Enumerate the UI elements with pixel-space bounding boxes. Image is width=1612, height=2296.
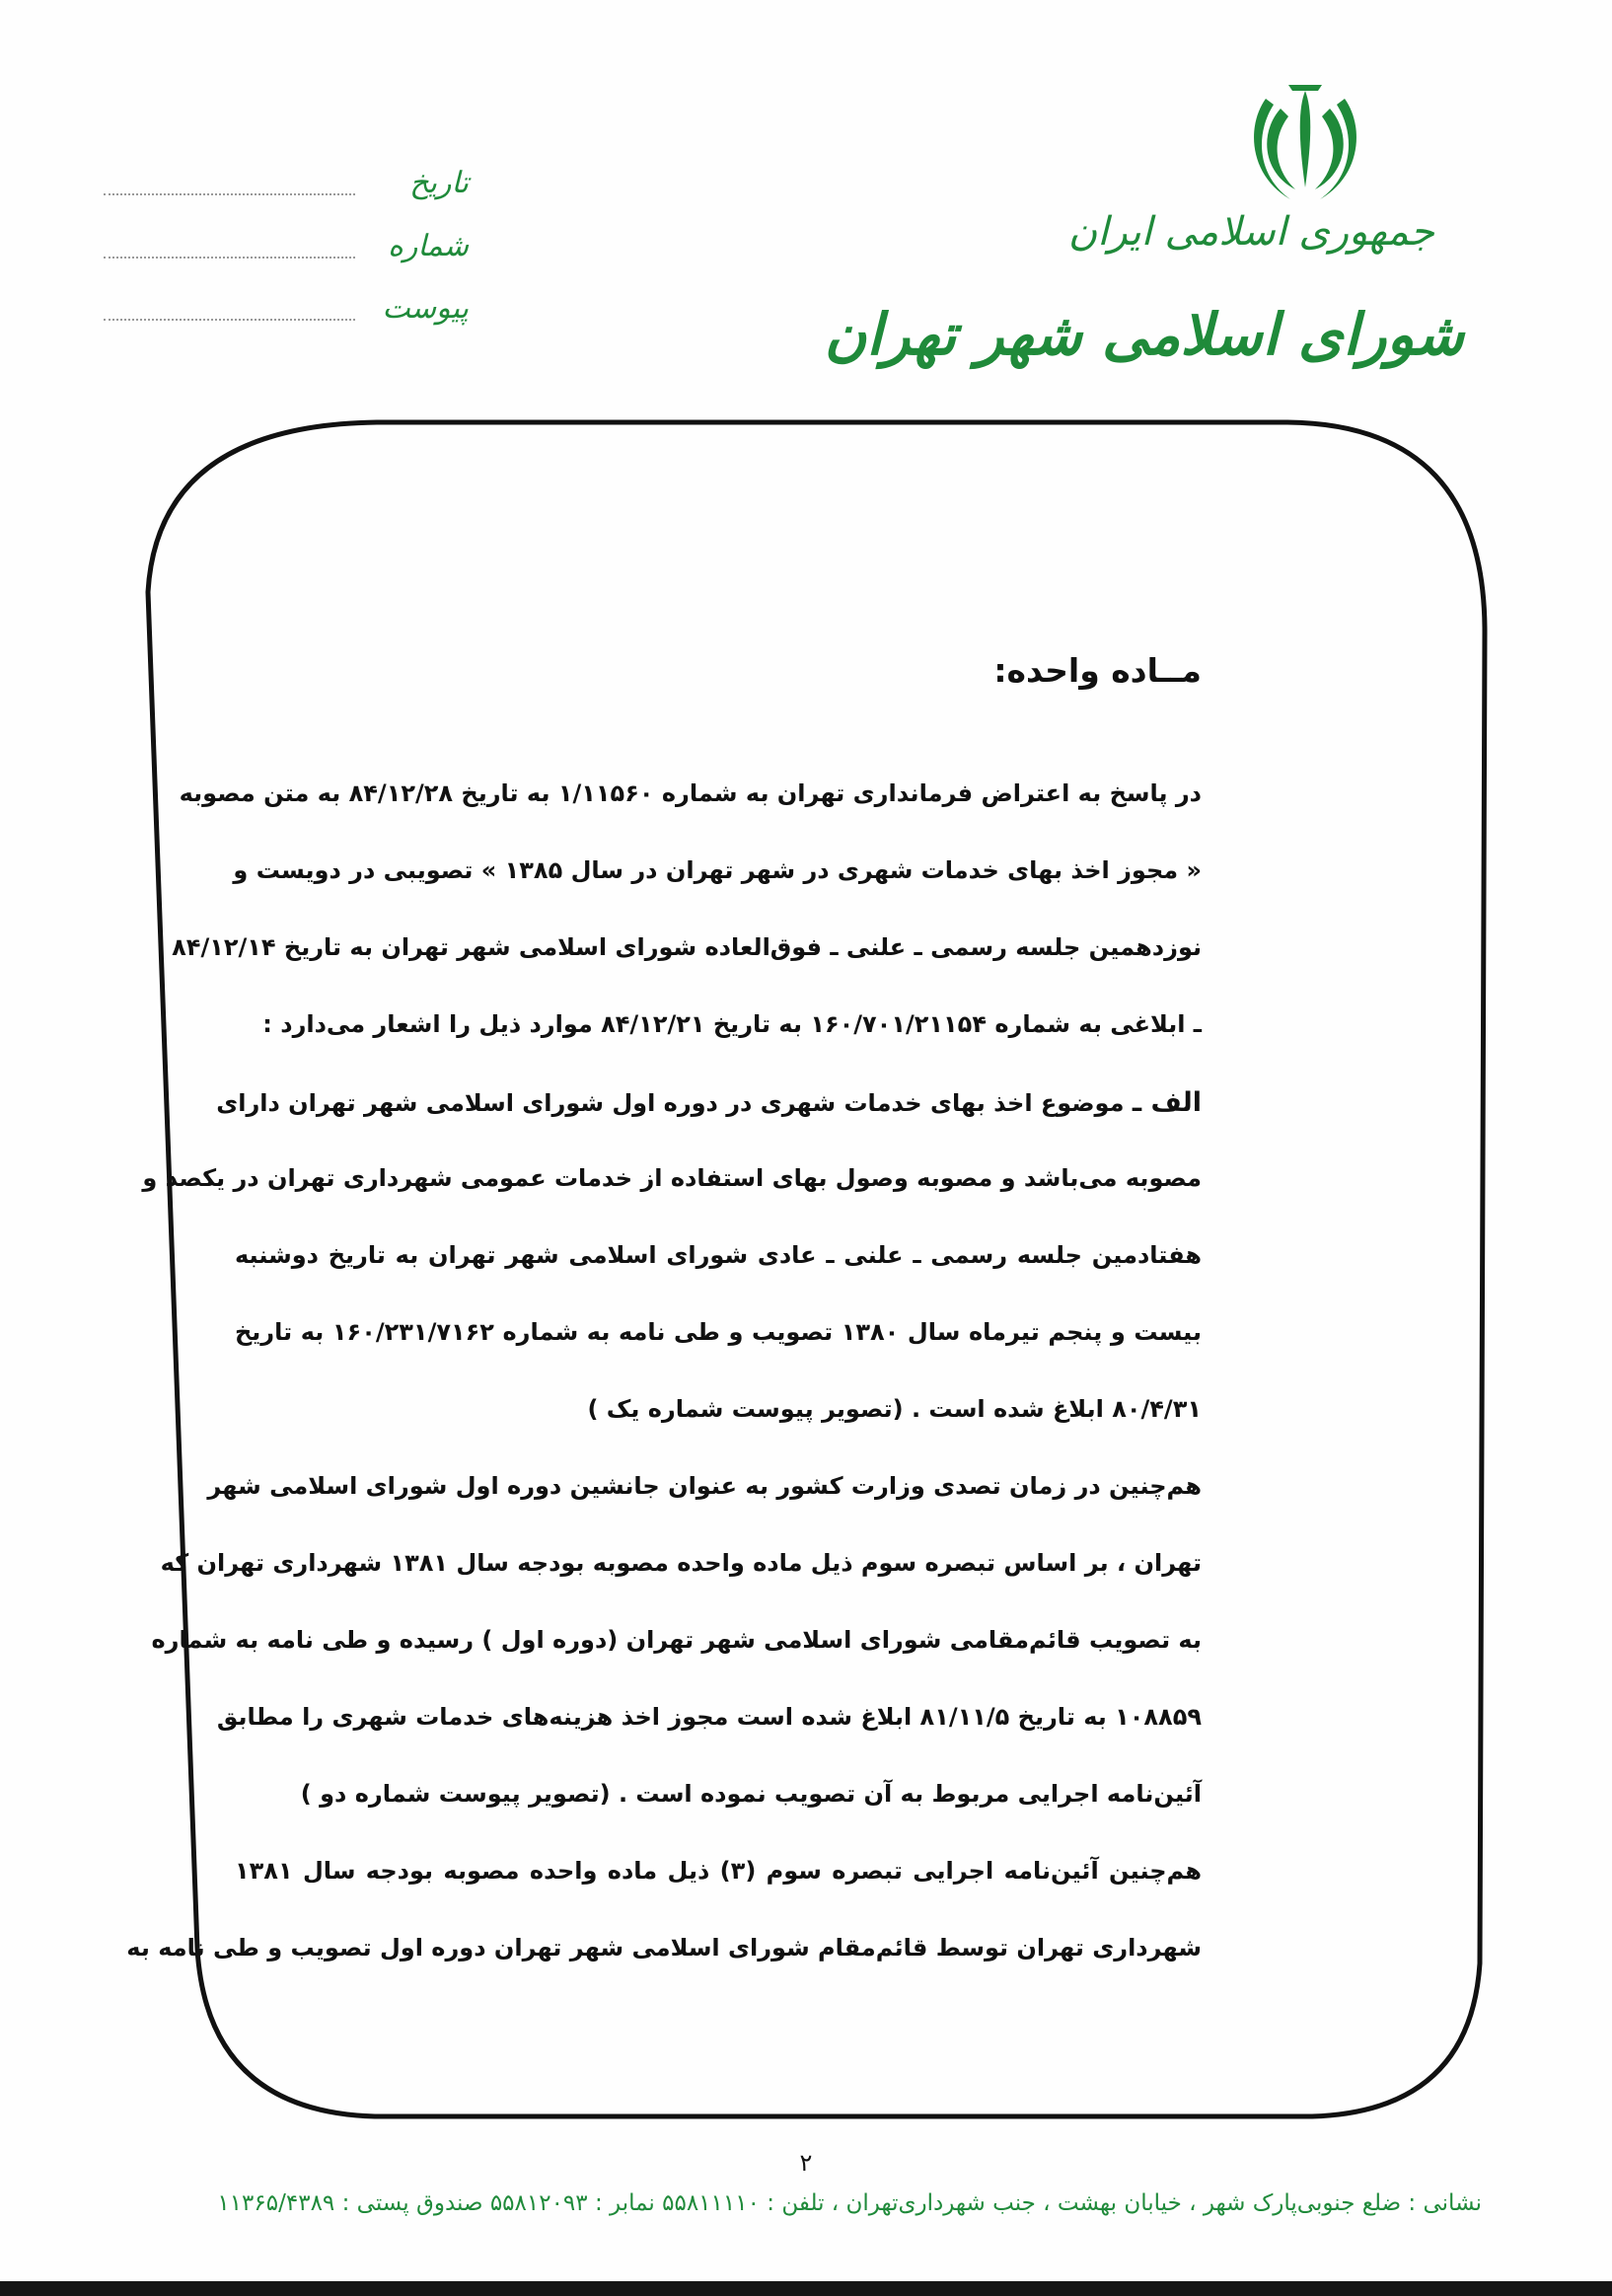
page-number: ۲: [799, 2149, 813, 2177]
attachment-label: پیوست: [382, 291, 469, 326]
body-line: نوزدهمین جلسه رسمی ـ علنی ـ فوق‌العاده شورای اسلامی شهر تهران به تاریخ ۸۴/۱۲/۱۴: [172, 933, 1202, 961]
number-label: شماره: [388, 229, 469, 263]
scan-edge: [0, 2281, 1612, 2296]
body-line: ۸۰/۴/۳۱ ابلاغ شده است . (تصویر پیوست شماره یک ): [587, 1395, 1202, 1423]
body-line: در پاسخ به اعتراض فرمانداری تهران به شماره ۱/۱۱۵۶۰ به تاریخ ۸۴/۱۲/۲۸ به متن مصوبه: [179, 779, 1202, 807]
date-label: تاریخ: [409, 166, 469, 200]
body-line: هم‌چنین آئین‌نامه اجرایی تبصره سوم (۳) ذیل ماده واحده مصوبه بودجه سال ۱۳۸۱: [235, 1857, 1203, 1885]
alef-label: الف ـ: [1132, 1087, 1202, 1118]
republic-name: جمهوری اسلامی ایران: [1067, 209, 1434, 255]
footer-address: نشانی : ضلع جنوبی‌پارک شهر ، خیابان بهشت ، جنب شهرداری‌تهران ، تلفن : ۵۵۸۱۱۱۱۰ نمابر : ۵۵۸۱۲۰۹۳ صندوق پستی : ۱۱۳۶۵/۴۳۸۹: [217, 2190, 1482, 2216]
council-name: شورای اسلامی شهر تهران: [824, 301, 1464, 368]
body-line: بیست و پنجم تیرماه سال ۱۳۸۰ تصویب و طی نامه به شماره ۱۶۰/۲۳۱/۷۱۶۲ به تاریخ: [235, 1318, 1202, 1346]
body-line: به تصویب قائم‌مقامی شورای اسلامی شهر تهران (دوره اول ) رسیده و طی نامه به شماره: [151, 1626, 1202, 1654]
body-line-alef: [216, 1087, 1202, 1118]
body-line: تهران ، بر اساس تبصره سوم ذیل ماده واحده مصوبه بودجه سال ۱۳۸۱ شهرداری تهران که: [160, 1549, 1202, 1577]
article-title: مــاده واحده:: [993, 651, 1202, 690]
body-line: هم‌چنین در زمان تصدی وزارت کشور به عنوان جانشین دوره اول شورای اسلامی شهر: [207, 1472, 1202, 1500]
body-line: مصوبه می‌باشد و مصوبه وصول بهای استفاده از خدمات عمومی شهرداری تهران در یکصد و: [142, 1164, 1202, 1192]
body-line: ـ ابلاغی به شماره ۱۶۰/۷۰۱/۲۱۱۵۴ به تاریخ ۸۴/۱۲/۲۱ موارد ذیل را اشعار می‌دارد :: [262, 1010, 1202, 1038]
body-line: شهرداری تهران توسط قائم‌مقام شورای اسلامی شهر تهران دوره اول تصویب و طی نامه به: [126, 1934, 1202, 1962]
body-line: « مجوز اخذ بهای خدمات شهری در شهر تهران در سال ۱۳۸۵ » تصویبی در دویست و: [233, 856, 1202, 884]
body-line: موضوع اخذ بهای خدمات شهری در دوره اول شورای اسلامی شهر تهران دارای: [216, 1089, 1125, 1117]
body-line: آئین‌نامه اجرایی مربوط به آن تصویب نموده است . (تصویر پیوست شماره دو ): [300, 1780, 1202, 1808]
body-line: هفتادمین جلسه رسمی ـ علنی ـ عادی شورای اسلامی شهر تهران به تاریخ دوشنبه: [235, 1241, 1202, 1269]
body-line: ۱۰۸۸۵۹ به تاریخ ۸۱/۱۱/۵ ابلاغ شده است مجوز اخذ هزینه‌های خدمات شهری را مطابق: [216, 1703, 1202, 1731]
